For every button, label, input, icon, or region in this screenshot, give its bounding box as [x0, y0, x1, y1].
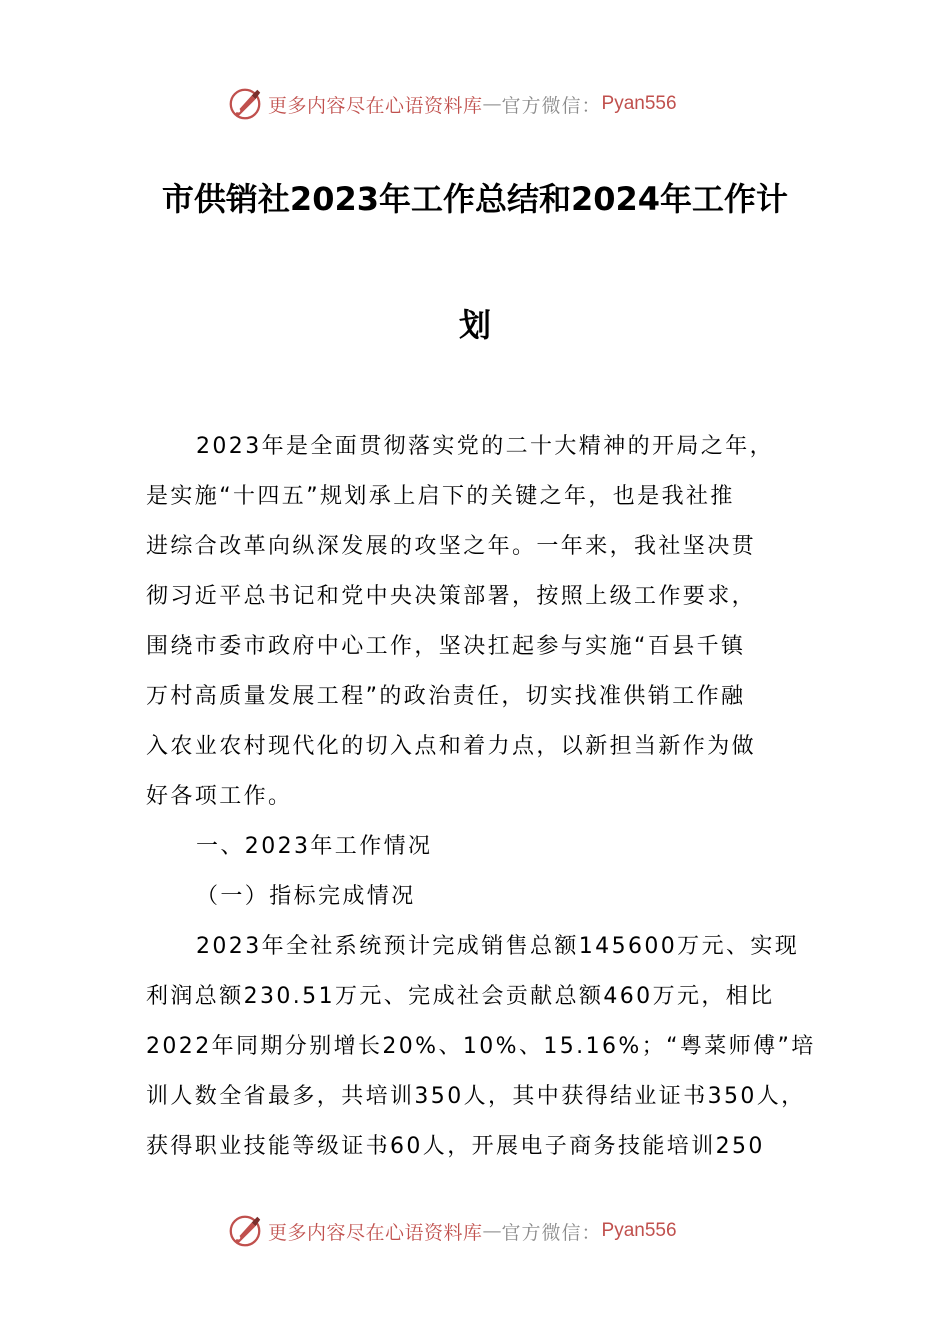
- banner-account: Pyan556: [601, 93, 677, 114]
- pen-nib-icon: [226, 85, 264, 123]
- body-line: 进综合改革向纵深发展的攻坚之年。一年来，我社坚决贯: [146, 534, 757, 559]
- body-line: 万村高质量发展工程”的政治责任，切实找准供销工作融: [146, 684, 746, 709]
- header-banner: [226, 84, 746, 124]
- body-line: 获得职业技能等级证书60人，开展电子商务技能培训250: [146, 1134, 765, 1159]
- document-body: [146, 422, 826, 1172]
- subsection-heading: （一）指标完成情况: [196, 884, 416, 909]
- section-heading: 一、2023年工作情况: [196, 834, 433, 859]
- banner-wechat-label: 官方微信：: [501, 94, 602, 117]
- body-line: 入农业农村现代化的切入点和着力点，以新担当新作为做: [146, 734, 757, 759]
- banner-slogan: 更多内容尽在心语资料库: [268, 94, 483, 117]
- body-line: 围绕市委市政府中心工作，坚决扛起参与实施“百县千镇: [146, 634, 746, 659]
- body-line: 利润总额230.51万元、完成社会贡献总额460万元，相比: [146, 984, 775, 1009]
- body-line: 是实施“十四五”规划承上启下的关键之年，也是我社推: [146, 484, 735, 509]
- body-line: 2022年同期分别增长20%、10%、15.16%；“粤菜师傅”培: [146, 1034, 816, 1059]
- document-title-line-2: 划: [458, 306, 491, 344]
- document-title-line-1: 市供销社2023年工作总结和2024年工作计: [161, 180, 789, 218]
- pen-nib-icon: [226, 1212, 264, 1250]
- banner-wechat-label: 官方微信：: [501, 1221, 602, 1244]
- body-line: 彻习近平总书记和党中央决策部署，按照上级工作要求，: [146, 584, 757, 609]
- body-line: 2023年全社系统预计完成销售总额145600万元、实现: [196, 934, 800, 959]
- body-line: 训人数全省最多，共培训350人，其中获得结业证书350人，: [146, 1084, 806, 1109]
- banner-account: Pyan556: [601, 1220, 677, 1241]
- body-line: 2023年是全面贯彻落实党的二十大精神的开局之年，: [196, 434, 774, 459]
- banner-dash: —: [482, 93, 502, 115]
- body-line: 好各项工作。: [146, 784, 293, 809]
- banner-slogan: 更多内容尽在心语资料库: [268, 1221, 483, 1244]
- banner-dash: —: [482, 1220, 502, 1242]
- footer-banner: [226, 1211, 746, 1251]
